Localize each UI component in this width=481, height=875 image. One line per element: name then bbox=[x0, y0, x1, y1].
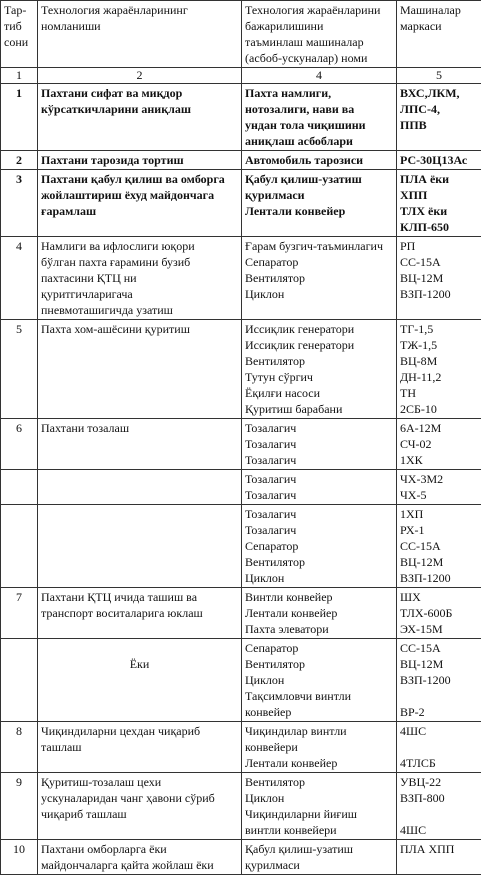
mark-line: 4ШС bbox=[400, 822, 478, 838]
machine-line: конвейери bbox=[245, 739, 393, 755]
machine-line: Циклон bbox=[245, 570, 393, 586]
mark-line: ВЗП-1200 bbox=[400, 672, 478, 688]
row-number-cell bbox=[1, 170, 38, 237]
row-number bbox=[4, 471, 34, 487]
table-row bbox=[1, 320, 481, 419]
process-line: пневмоташигичда узатиш bbox=[41, 302, 238, 318]
mark-line: ЭХ-15М bbox=[400, 621, 478, 637]
mark-line: 1ХК bbox=[400, 452, 478, 468]
machine-line: Вентилятор bbox=[245, 353, 393, 369]
mark-line: СС-15А bbox=[400, 254, 478, 270]
table-row bbox=[1, 639, 481, 722]
process-line: Чиқиндиларни цехдан чиқариб bbox=[41, 723, 238, 739]
mark-line: РП bbox=[400, 238, 478, 254]
process-cell bbox=[38, 237, 242, 320]
header-line: тиб bbox=[4, 18, 34, 34]
machine-line: Вентилятор bbox=[245, 554, 393, 570]
process-line: Пахта хом-ашёсини қуритиш bbox=[41, 321, 238, 337]
machine-line: Вентилятор bbox=[245, 656, 393, 672]
process-cell bbox=[38, 588, 242, 639]
mark-cell bbox=[397, 588, 481, 639]
mark-line: КЛП-650 bbox=[400, 219, 478, 235]
machine-line: Вентилятор bbox=[245, 774, 393, 790]
machine-line: Тозалагич bbox=[245, 522, 393, 538]
machine-line: Чиқиндиларни йиғиш bbox=[245, 806, 393, 822]
row-number-cell bbox=[1, 320, 38, 419]
column-number-cell: 1 bbox=[1, 68, 38, 84]
process-line: ускуналаридан чанг ҳавони сўриб bbox=[41, 790, 238, 806]
machine-cell bbox=[242, 470, 397, 505]
machine-cell bbox=[242, 840, 397, 875]
header-number-cell bbox=[1, 1, 38, 68]
table-row bbox=[1, 419, 481, 470]
machine-line: Иссиқлик генератори bbox=[245, 337, 393, 353]
header-mark-cell bbox=[397, 1, 481, 68]
mark-line: ВЗП-800 bbox=[400, 790, 478, 806]
table-row bbox=[1, 151, 481, 170]
machine-line: қурилмаси bbox=[245, 187, 393, 203]
process-cell bbox=[38, 840, 242, 875]
process-line: қуритгичларигача bbox=[41, 286, 238, 302]
process-cell bbox=[38, 505, 242, 588]
header-line: Тар- bbox=[4, 2, 34, 18]
machine-line: Сепаратор bbox=[245, 640, 393, 656]
row-number: 5 bbox=[4, 321, 34, 337]
machine-line: Тозалагич bbox=[245, 471, 393, 487]
mark-line: ТН bbox=[400, 385, 478, 401]
table-row bbox=[1, 588, 481, 639]
mark-line: 2СБ-10 bbox=[400, 401, 478, 417]
mark-line: ЧХ-3М2 bbox=[400, 471, 478, 487]
row-number: 3 bbox=[4, 171, 34, 187]
mark-line: СС-15А bbox=[400, 640, 478, 656]
header-line: (асбоб-ускуналар) номи bbox=[245, 50, 393, 66]
machine-line: Автомобиль тарозиси bbox=[245, 152, 393, 168]
mark-line: ВЦ-12М bbox=[400, 270, 478, 286]
header-machine-cell bbox=[242, 1, 397, 68]
machine-line: Сепаратор bbox=[245, 254, 393, 270]
machine-line: Тозалагич bbox=[245, 420, 393, 436]
machine-line: Циклон bbox=[245, 286, 393, 302]
machine-line: Қуритиш барабани bbox=[245, 401, 393, 417]
header-line: Технология жараёнларини bbox=[245, 2, 393, 18]
machine-line: Пахта намлиги, bbox=[245, 85, 393, 101]
process-cell bbox=[38, 84, 242, 151]
process-line: майдончаларга қайта жойлаш ёки bbox=[41, 857, 238, 873]
mark-line bbox=[400, 739, 478, 755]
machine-line: Иссиқлик генератори bbox=[245, 321, 393, 337]
mark-line: ХПП bbox=[400, 187, 478, 203]
mark-cell bbox=[397, 84, 481, 151]
row-number-cell bbox=[1, 419, 38, 470]
mark-cell bbox=[397, 419, 481, 470]
mark-line: ВЗП-1200 bbox=[400, 570, 478, 586]
mark-cell bbox=[397, 505, 481, 588]
process-line: Пахтани тарозида тортиш bbox=[41, 152, 238, 168]
process-line: чиқариб ташлаш bbox=[41, 806, 238, 822]
mark-cell bbox=[397, 773, 481, 840]
row-number: 2 bbox=[4, 152, 34, 168]
table-row bbox=[1, 84, 481, 151]
machine-line: Винтли конвейер bbox=[245, 589, 393, 605]
header-line: номланиши bbox=[41, 18, 238, 34]
machine-line: аниқлаш асбоблари bbox=[245, 133, 393, 149]
row-number: 10 bbox=[4, 841, 34, 857]
machine-line: Тозалагич bbox=[245, 436, 393, 452]
process-line: Пахтани тозалаш bbox=[41, 420, 238, 436]
machine-cell bbox=[242, 419, 397, 470]
header-line: таъминлаш машиналар bbox=[245, 34, 393, 50]
header-line: сони bbox=[4, 34, 34, 50]
row-number-cell bbox=[1, 470, 38, 505]
row-number: 9 bbox=[4, 774, 34, 790]
table-row bbox=[1, 840, 481, 875]
row-number-cell bbox=[1, 840, 38, 875]
header-line: маркаси bbox=[400, 18, 478, 34]
mark-cell bbox=[397, 170, 481, 237]
table-row bbox=[1, 722, 481, 773]
mark-line: ТЖ-1,5 bbox=[400, 337, 478, 353]
column-number-cell: 2 bbox=[38, 68, 242, 84]
machine-line: Циклон bbox=[245, 672, 393, 688]
mark-line bbox=[400, 688, 478, 704]
machine-cell bbox=[242, 84, 397, 151]
row-number-cell bbox=[1, 151, 38, 170]
mark-line: СС-15А bbox=[400, 538, 478, 554]
machine-line: Тозалагич bbox=[245, 452, 393, 468]
row-number-cell bbox=[1, 84, 38, 151]
machine-line: Тозалагич bbox=[245, 487, 393, 503]
process-line: Намлиги ва ифлослиги юқори bbox=[41, 238, 238, 254]
row-number: 4 bbox=[4, 238, 34, 254]
mark-cell bbox=[397, 722, 481, 773]
mark-line: ШХ bbox=[400, 589, 478, 605]
machine-line: Ёқилғи насоси bbox=[245, 385, 393, 401]
machine-line: Лентали конвейер bbox=[245, 755, 393, 771]
header-process-cell bbox=[38, 1, 242, 68]
machine-line: Циклон bbox=[245, 790, 393, 806]
process-cell bbox=[38, 170, 242, 237]
mark-line: ДН-11,2 bbox=[400, 369, 478, 385]
process-cell bbox=[38, 419, 242, 470]
machine-line: Вентилятор bbox=[245, 270, 393, 286]
machine-line: Сепаратор bbox=[245, 538, 393, 554]
mark-cell bbox=[397, 237, 481, 320]
mark-line: РХ-1 bbox=[400, 522, 478, 538]
machine-line: Тутун сўргич bbox=[245, 369, 393, 385]
table-row bbox=[1, 470, 481, 505]
machine-cell bbox=[242, 773, 397, 840]
machine-line: винтли конвейери bbox=[245, 822, 393, 838]
table-row bbox=[1, 773, 481, 840]
machine-line: Қабул қилиш-узатиш bbox=[245, 171, 393, 187]
mark-cell bbox=[397, 639, 481, 722]
column-number-row bbox=[1, 68, 481, 84]
mark-line: ПЛА ХПП bbox=[400, 841, 478, 857]
machine-line: Чиқиндилар винтли bbox=[245, 723, 393, 739]
mark-line: РС-30Ц13Ас bbox=[400, 152, 478, 168]
mark-line: ППВ bbox=[400, 117, 478, 133]
row-number-cell bbox=[1, 639, 38, 722]
process-cell bbox=[38, 470, 242, 505]
machine-line: Қабул қилиш-узатиш bbox=[245, 841, 393, 857]
process-line: жойлаштириш ёхуд майдончага bbox=[41, 187, 238, 203]
mark-line: ВЦ-12М bbox=[400, 656, 478, 672]
mark-line: УВЦ-22 bbox=[400, 774, 478, 790]
header-line: бажарилишини bbox=[245, 18, 393, 34]
mark-line: ТГ-1,5 bbox=[400, 321, 478, 337]
process-line: Пахтани сифат ва миқдор bbox=[41, 85, 238, 101]
machine-line: Тозалагич bbox=[245, 506, 393, 522]
table-row bbox=[1, 237, 481, 320]
row-number-cell bbox=[1, 588, 38, 639]
table-row bbox=[1, 170, 481, 237]
mark-line: 6А-12М bbox=[400, 420, 478, 436]
machine-cell bbox=[242, 722, 397, 773]
mark-line: 4ШС bbox=[400, 723, 478, 739]
process-line: ғарамлаш bbox=[41, 203, 238, 219]
machine-cell bbox=[242, 505, 397, 588]
row-number: 7 bbox=[4, 589, 34, 605]
process-cell bbox=[38, 773, 242, 840]
machine-line: Тақсимловчи винтли bbox=[245, 688, 393, 704]
process-line: Ёки bbox=[41, 656, 238, 672]
row-number bbox=[4, 506, 34, 522]
table-row bbox=[1, 505, 481, 588]
column-number-cell: 5 bbox=[397, 68, 481, 84]
mark-cell bbox=[397, 151, 481, 170]
row-number-cell bbox=[1, 505, 38, 588]
mark-line: ВЗП-1200 bbox=[400, 286, 478, 302]
mark-line bbox=[400, 806, 478, 822]
mark-line: ВЦ-8М bbox=[400, 353, 478, 369]
process-line: бўлган пахта ғарамини бузиб bbox=[41, 254, 238, 270]
process-line: кўрсаткичларини аниқлаш bbox=[41, 101, 238, 117]
row-number: 1 bbox=[4, 85, 34, 101]
process-cell bbox=[38, 151, 242, 170]
process-cell bbox=[38, 722, 242, 773]
header-line: Машиналар bbox=[400, 2, 478, 18]
row-number-cell bbox=[1, 773, 38, 840]
process-cell bbox=[38, 639, 242, 722]
process-line: транспорт воситаларига юклаш bbox=[41, 605, 238, 621]
process-cell bbox=[38, 320, 242, 419]
process-line: пахтасини ҚТЦ ни bbox=[41, 270, 238, 286]
mark-line: ВЦ-12М bbox=[400, 554, 478, 570]
machine-line: Лентали конвейер bbox=[245, 605, 393, 621]
machine-line: Пахта элеватори bbox=[245, 621, 393, 637]
row-number-cell bbox=[1, 722, 38, 773]
mark-cell bbox=[397, 320, 481, 419]
machine-line: конвейер bbox=[245, 704, 393, 720]
process-line: Пахтани омборларга ёки bbox=[41, 841, 238, 857]
row-number bbox=[4, 640, 34, 656]
mark-line: ВР-2 bbox=[400, 704, 478, 720]
header-line: Технология жараёнларининг bbox=[41, 2, 238, 18]
machine-cell bbox=[242, 639, 397, 722]
machine-line: Лентали конвейер bbox=[245, 203, 393, 219]
header-row bbox=[1, 1, 481, 68]
machine-cell bbox=[242, 170, 397, 237]
mark-line: СЧ-02 bbox=[400, 436, 478, 452]
mark-cell bbox=[397, 840, 481, 875]
machine-line: Ғарам бузгич-таъминлагич bbox=[245, 238, 393, 254]
process-line: Пахтани ҚТЦ ичида ташиш ва bbox=[41, 589, 238, 605]
machine-cell bbox=[242, 588, 397, 639]
row-number: 8 bbox=[4, 723, 34, 739]
mark-line: ПЛА ёки bbox=[400, 171, 478, 187]
table-body bbox=[1, 1, 481, 875]
process-line bbox=[41, 640, 238, 656]
row-number: 6 bbox=[4, 420, 34, 436]
process-line: Пахтани қабул қилиш ва омборга bbox=[41, 171, 238, 187]
machine-cell bbox=[242, 151, 397, 170]
machine-line: қурилмаси bbox=[245, 857, 393, 873]
mark-line: ВХС,ЛКМ, bbox=[400, 85, 478, 101]
mark-line: ЛПС-4, bbox=[400, 101, 478, 117]
mark-line: 4ТЛСБ bbox=[400, 755, 478, 771]
mark-line: ТЛХ ёки bbox=[400, 203, 478, 219]
mark-line: ТЛХ-600Б bbox=[400, 605, 478, 621]
machine-line: нотозалиги, нави ва bbox=[245, 101, 393, 117]
row-number-cell bbox=[1, 237, 38, 320]
machine-line: ундан тола чиқишини bbox=[245, 117, 393, 133]
mark-line: 1ХП bbox=[400, 506, 478, 522]
process-line: Қуритиш-тозалаш цехи bbox=[41, 774, 238, 790]
column-number-cell: 4 bbox=[242, 68, 397, 84]
mark-cell bbox=[397, 470, 481, 505]
machine-cell bbox=[242, 320, 397, 419]
machine-cell bbox=[242, 237, 397, 320]
process-line: ташлаш bbox=[41, 739, 238, 755]
mark-line: ЧХ-5 bbox=[400, 487, 478, 503]
